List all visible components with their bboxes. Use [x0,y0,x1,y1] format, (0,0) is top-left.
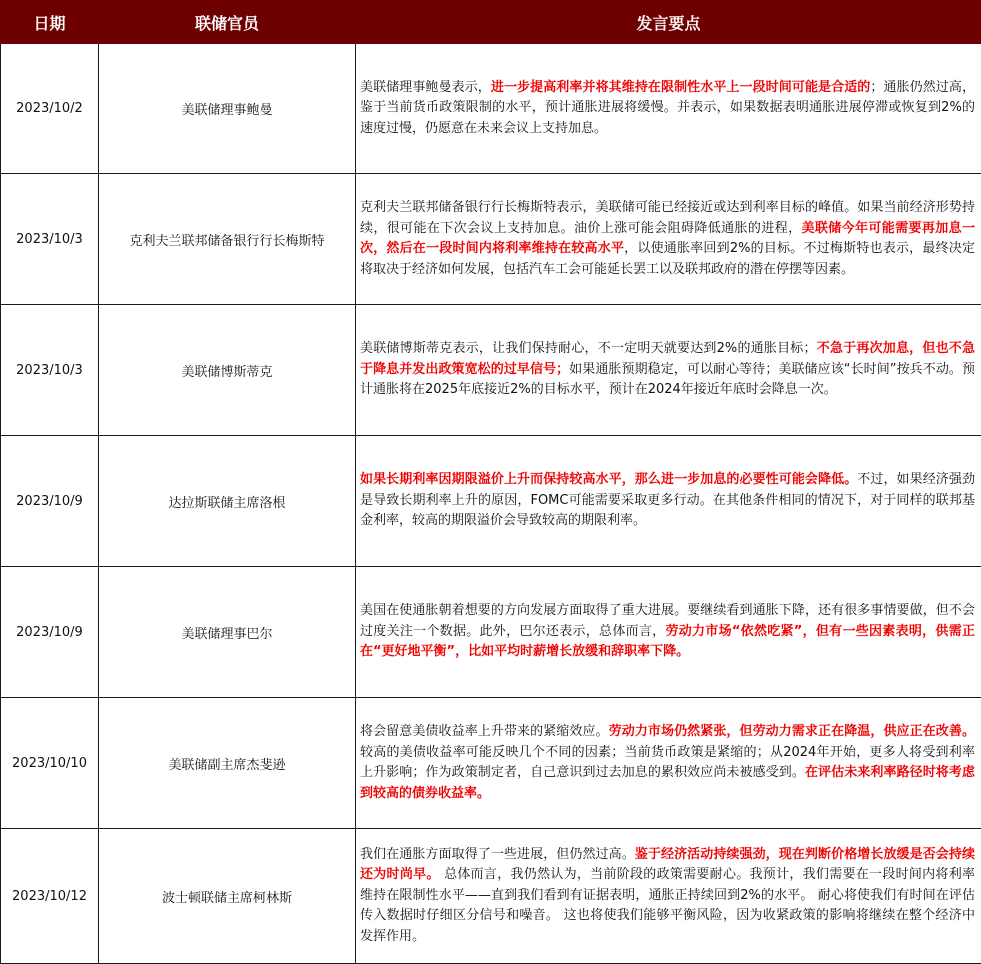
date-cell: 2023/10/3 [1,305,99,436]
remark-highlight: 进一步提高利率并将其维持在限制性水平上一段时间可能是合适的 [491,80,871,95]
date-cell: 2023/10/10 [1,698,99,829]
remark-text: 将会留意美债收益率上升带来的紧缩效应。 [360,724,609,739]
official-cell: 美联储博斯蒂克 [99,305,356,436]
remark-highlight: 在评估未来利率路径时将考虑到较高的债券收益率。 [360,765,975,801]
header-date: 日期 [1,1,99,44]
remark-highlight: 如果长期利率因期限溢价上升而保持较高水平，那么进一步加息的必要性可能会降低。 [360,472,857,487]
table-row [1,44,981,174]
remark-text: 总体而言，我仍然认为，当前阶段的政策需要耐心。我预计，我们需要在一段时间内将利率维持在限制性水平——直到我们看到有证据表明，通胀正持续回到2%的水平。 耐心将使我们有时间在评估传入数据时仔细区分信号和噪音。 这也将使我们能够平衡风险，因为收紧政策的影响将继续在整个经济中发挥作用。 [360,867,975,944]
official-cell: 达拉斯联储主席洛根 [99,436,356,567]
remark-highlight: 美联储今年可能需要再加息一次，然后在一段时间内将利率维持在较高水平 [360,221,975,257]
remark-text: 美联储博斯蒂克表示，让我们保持耐心，不一定明天就要达到2%的通胀目标； [360,341,817,356]
remarks-cell [356,567,981,698]
official-cell: 美联储理事鲍曼 [99,44,356,174]
remarks-cell [356,305,981,436]
remark-highlight: 鉴于经济活动持续强劲，现在判断价格增长放缓是否会持续还为时尚早。 [360,847,975,883]
remark-text: 美联储理事鲍曼表示， [360,80,491,95]
remark-highlight: 不急于再次加息，但也不急于降息并发出政策宽松的过早信号； [360,341,975,377]
remarks-cell [356,44,981,174]
remark-text: 克利夫兰联邦储备银行行长梅斯特表示，美联储可能已经接近或达到利率目标的峰值。如果当前经济形势持续，很可能在下次会议上支持加息。油价上涨可能会阻碍降低通胀的进程， [360,200,975,236]
header-row [1,1,981,44]
table-row [1,567,981,698]
remarks-cell [356,436,981,567]
remark-text: 较高的美债收益率可能反映几个不同的因素；当前货币政策是紧缩的；从2024年开始，更多人将受到利率上升影响；作为政策制定者，自己意识到过去加息的累积效应尚未被感受到。 [360,745,975,781]
table-row [1,698,981,829]
remark-text: 不过，如果经济强劲是导致长期利率上升的原因，FOMC可能需要采取更多行动。在其他条件相同的情况下，对于同样的联邦基金利率，较高的期限溢价会导致较高的期限利率。 [360,472,975,528]
table-row [1,305,981,436]
remark-text: ，以使通胀率回到2%的目标。不过梅斯特也表示，最终决定将取决于经济如何发展，包括汽车工会可能延长罢工以及联邦政府的潜在停摆等因素。 [360,241,975,277]
date-cell: 2023/10/3 [1,174,99,305]
date-cell: 2023/10/9 [1,567,99,698]
remarks-cell [356,174,981,305]
remark-highlight: 劳动力市场“依然吃紧”，但有一些因素表明，供需正在“更好地平衡”，比如平均时薪增长放缓和辞职率下降。 [360,624,975,660]
header-remarks: 发言要点 [356,1,981,44]
official-cell: 美联储理事巴尔 [99,567,356,698]
remarks-cell [356,829,981,964]
remark-text: 我们在通胀方面取得了一些进展，但仍然过高。 [360,847,635,862]
date-cell: 2023/10/9 [1,436,99,567]
remark-text: 美国在使通胀朝着想要的方向发展方面取得了重大进展。要继续看到通胀下降，还有很多事情要做，但不会过度关注一个数据。此外，巴尔还表示，总体而言， [360,603,975,639]
official-cell: 波士顿联储主席柯林斯 [99,829,356,964]
remark-highlight: 劳动力市场仍然紧张，但劳动力需求正在降温，供应正在改善。 [609,724,975,739]
remarks-cell [356,698,981,829]
date-cell: 2023/10/2 [1,44,99,174]
table-row [1,829,981,964]
official-cell: 克利夫兰联邦储备银行行长梅斯特 [99,174,356,305]
table-row [1,436,981,567]
remark-text: 如果通胀预期稳定，可以耐心等待；美联储应该“长时间”按兵不动。预计通胀将在2025年底接近2%的目标水平，预计在2024年接近年底时会降息一次。 [360,362,975,398]
header-official: 联储官员 [99,1,356,44]
official-cell: 美联储副主席杰斐逊 [99,698,356,829]
remark-text: ；通胀仍然过高，鉴于当前货币政策限制的水平，预计通胀进展将缓慢。并表示，如果数据表明通胀进展停滞或恢复到2%的速度过慢，仍愿意在未来会议上支持加息。 [360,80,975,136]
date-cell: 2023/10/12 [1,829,99,964]
table-row [1,174,981,305]
